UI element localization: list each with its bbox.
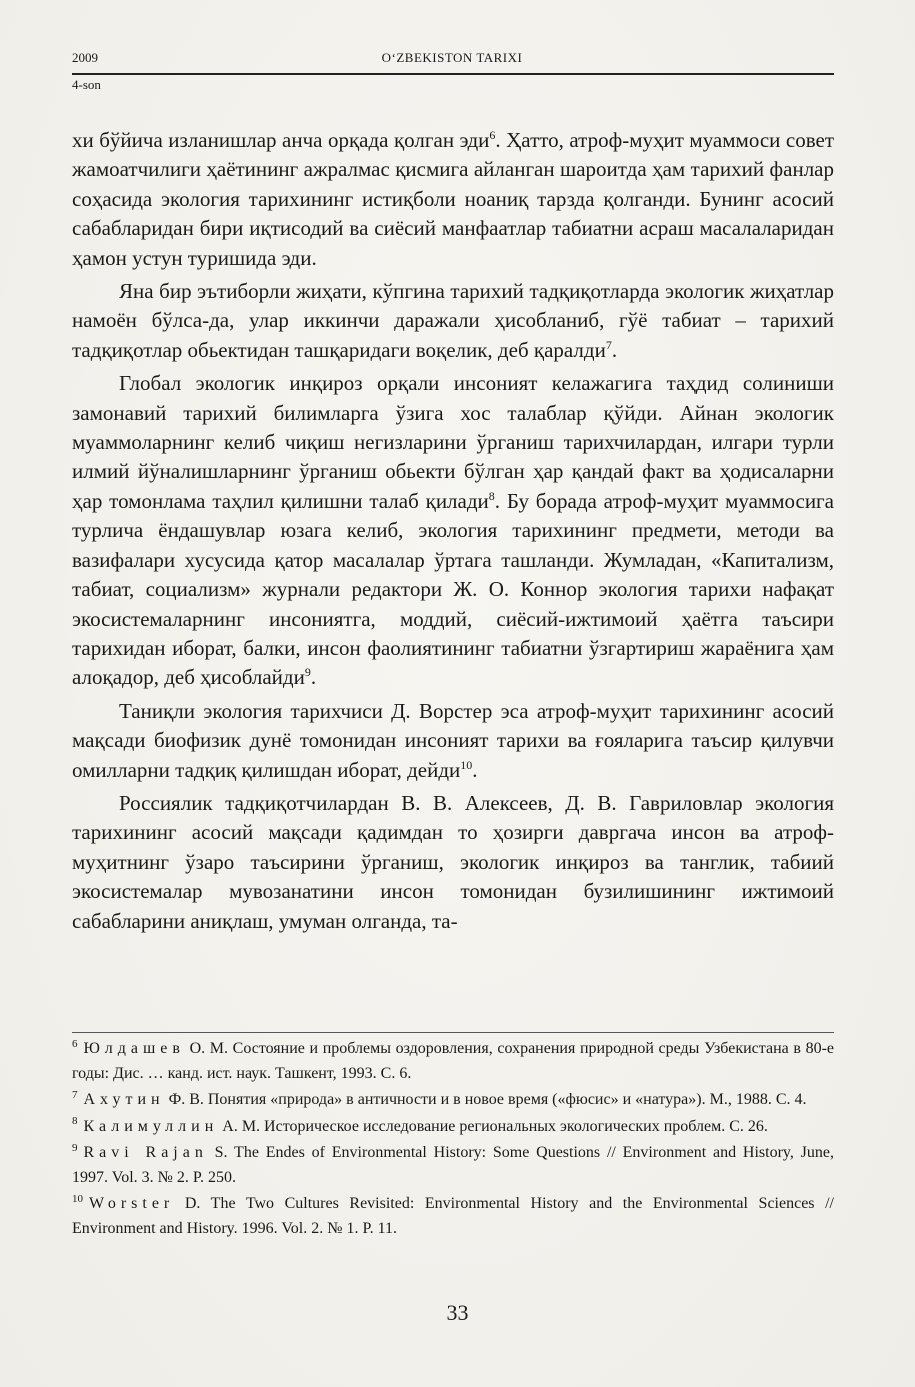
footnote-ref: 10: [460, 757, 473, 772]
paragraph: Таниқли экология тарихчиси Д. Ворстер эса атроф-муҳит тарихининг асосий мақсади биофизик дунё томонидан инсоният тарихи ва ғояларига таъсир қилувчи омилларни тадқиқ қилишдан иборат, дейди$^{10}$.: [72, 698, 834, 782]
header-rule: [72, 73, 834, 75]
footnote-author: Калимуллин: [83, 1117, 219, 1135]
footnote-ref: 9: [304, 665, 311, 680]
footnote: $^9$ Ravi Rajan S. The Endes of Environmental History: Some Questions // Environment and History, June, 1997. Vol. 3. № 2. P. 250.: [72, 1141, 834, 1186]
paragraph: Россиялик тадқиқотчилардан В. В. Алексеев, Д. В. Гавриловлар экология тарихининг асосий мақсади қадимдан то ҳозирги давргача инсон ва атроф-муҳитнинг ўзаро таъсирини ўрганиш, экологик инқироз ва танглик, табиий экосистемалар мувозанатини инсон томонидан бузилишининг ижтимоий сабабларини аниқлаш, умуман олганда, та-: [72, 790, 834, 933]
paragraph: Глобал экологик инқироз орқали инсоният келажагига таҳдид солиниши замонавий тарихий билимларга ўзига хос талаблар қўйди. Айнан экологик муаммоларнинг келиб чиқиш негизларини ўрганиш тарихчилардан, илгари турли илмий йўналишларнинг ўрганиш обьекти бўлган ҳар қандай факт ва ҳодисаларни ҳар томонлама таҳлил қилишни талаб қилади$^8$. Бу борада атроф-муҳит муаммосига турлича ёндашувлар юзага келиб, экология тарихининг предмети, методи ва вазифалари хусусида қатор масалалар ўртага ташланди. Жумладан, «Капитализм, табиат, социализм» журнали редактори Ж. О. Коннор экология тарихи нафақат экосистемаларнинг инсониятга, моддий, сиёсий-ижтимоий ҳаётга таъсири тарихидан иборат, балки, инсон фаолиятининг табиатни ўзгартириш жараёнига ҳам алоқадор, деб ҳисоблайди$^9$.: [72, 371, 834, 690]
footnote-author: Юлдашев: [83, 1040, 185, 1057]
footnote: $^{10}$ Worster D. The Two Cultures Revisited: Environmental History and the Environmental Sciences // Environment and History. 1996. Vol. 2. № 1. P. 11.: [72, 1192, 834, 1237]
footnote-number: 9: [72, 1141, 78, 1154]
footnote: $^8$ Калимуллин А. М. Историческое исследование региональных экологических проблем. С. 26.: [72, 1115, 768, 1135]
article-body: [72, 126, 834, 936]
footnote-ref: 6: [489, 128, 496, 142]
footnote-number: 7: [72, 1088, 78, 1101]
paragraph: Яна бир эътиборли жиҳати, кўпгина тарихий тадқиқотларда экологик жиҳатлар намоён бўлса-да, улар иккинчи даражали ҳисобланиб, гўё табиат – тарихий тадқиқотлар обьектидан ташқаридаги воқелик, деб қаралди$^7$.: [72, 279, 834, 362]
running-header: [72, 50, 832, 74]
footnote-author: Ravi Rajan: [83, 1144, 208, 1161]
footnote-number: 6: [72, 1037, 78, 1050]
footnote-number: 8: [72, 1115, 78, 1128]
footnote: $^7$ Ахутин Ф. В. Понятия «природа» в античности и в новое время («фюсис» и «натура»). М., 1988. С. 4.: [72, 1088, 807, 1108]
footnote-ref: 7: [605, 337, 612, 352]
footnote-separator: [72, 1032, 834, 1033]
footnote-author: Ахутин: [83, 1091, 165, 1108]
journal-title: O‘ZBEKISTON TARIXI: [381, 50, 523, 65]
footnote-ref: 8: [488, 488, 495, 503]
paragraph: хи бўйича изланишлар анча орқада қолган эди$^6$. Ҳатто, атроф-муҳит муаммоси совет жамоатчилиги ҳаётининг ажралмас қисмига айланган шароитда ҳам тарихий фанлар соҳасида экология тарихининг истиқболи ноаниқ тарзда қолганди. Бунинг асосий сабабларидан бири иқтисодий ва сиёсий манфаатлар табиатни асраш масалаларидан ҳамон устун туришида эди.: [72, 128, 835, 270]
page-number: 33: [446, 1300, 469, 1325]
header-year: 2009: [72, 50, 98, 65]
footnote-number: 10: [72, 1192, 83, 1205]
footnote: $^6$ Юлдашев О. М. Состояние и проблемы оздоровления, сохранения природной среды Узбекистана в 80-е годы: Дис. … канд. ист. наук. Ташкент, 1993. С. 6.: [72, 1037, 834, 1082]
footnote-author: Worster: [89, 1195, 175, 1212]
footnotes: [72, 1037, 834, 1243]
header-issue: 4-son: [72, 77, 101, 92]
